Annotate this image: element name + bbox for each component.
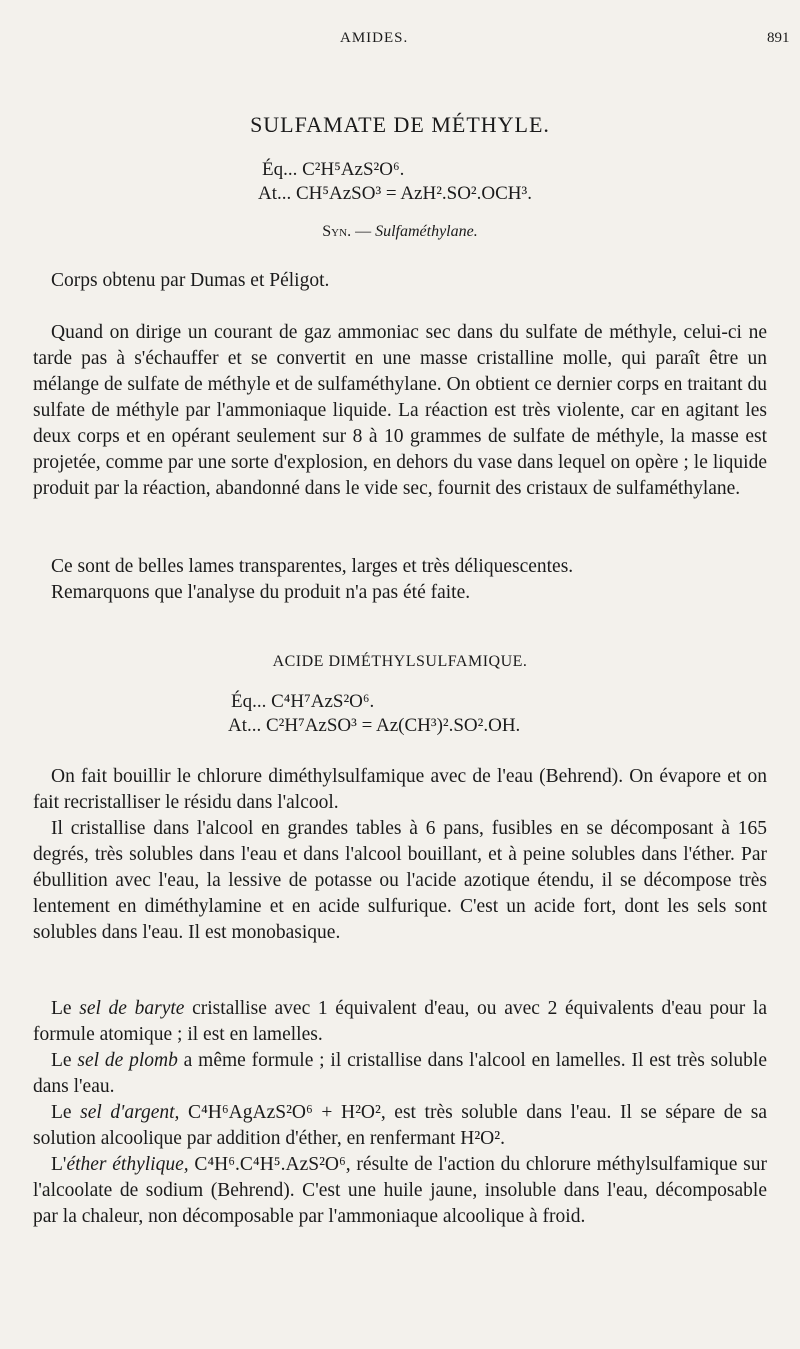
paragraph-sel-baryte — [33, 996, 767, 1048]
paragraph-properties: Ce sont de belles lames transparentes, larges et très déliquescentes. — [51, 556, 574, 577]
text-run: Le — [51, 998, 80, 1019]
formula-eq-label: Éq... — [231, 691, 267, 712]
formula-at-label: At... — [258, 183, 292, 204]
formula-eq-label: Éq... — [262, 159, 298, 180]
paragraph-remark: Remarquons que l'analyse du produit n'a pas été faite. — [51, 582, 471, 603]
formula-eq-value: C⁴H⁷AzS²O⁶. — [271, 691, 375, 712]
synonym-dash: — — [355, 223, 372, 240]
text-run: cristallise avec 1 équivalent d'eau, ou avec 2 équivalents d'eau pour la formule atomique ; il est en lamelles. — [33, 998, 767, 1045]
paragraph-sel-argent — [33, 1100, 767, 1152]
text-run: Le — [51, 1102, 81, 1123]
text-run: C⁴H⁶AgAzS²O⁶ + H²O², est très soluble dans l'eau. Il se sépare de sa solution alcoolique par addition d'éther, en renfermant H²O². — [33, 1102, 767, 1149]
paragraph-acide-properties: Il cristallise dans l'alcool en grandes tables à 6 pans, fusibles en se décomposant à 165 degrés, très solubles dans l'eau et dans l'alcool bouillant, et à peine solubles dans l'éther. Par ébullition avec l'eau, la lessive de potasse ou l'acide azotique étendu, il se décompose très lentement en diméthylamine et en acide sulfurique. C'est un acide fort, dont les sels sont solubles dans l'eau. Il est monobasique. — [33, 818, 767, 943]
synonym-label: Syn. — [322, 223, 352, 240]
formula-eq-sulfamate — [262, 157, 404, 183]
running-title: AMIDES. — [340, 30, 409, 46]
formula-eq-acide — [231, 689, 374, 715]
text-run: Le — [51, 1050, 78, 1071]
formula-at-label: At... — [228, 715, 262, 736]
formula-at-sulfamate — [258, 181, 532, 207]
synonym-line — [0, 223, 800, 241]
text-run: L' — [51, 1154, 67, 1175]
synonym-value: Sulfaméthylane. — [375, 223, 478, 240]
paragraph-acide-preparation: On fait bouillir le chlorure diméthylsulfamique avec de l'eau (Behrend). On évapore et on fait recristalliser le résidu dans l'alcool. — [33, 766, 767, 813]
formula-at-acide — [228, 713, 520, 739]
paragraph-sel-plomb — [33, 1048, 767, 1100]
text-run: C⁴H⁶.C⁴H⁵.AzS²O⁶, résulte de l'action du chlorure méthylsulfamique sur l'alcoolate de sodium (Behrend). C'est une huile jaune, insoluble dans l'eau, décomposable par la chaleur, non décomposable par l'ammoniaque alcoolique à froid. — [33, 1154, 767, 1227]
term-ether-ethylique: éther éthylique, — [66, 1154, 189, 1175]
paragraph-ether-ethylique — [33, 1152, 767, 1230]
term-sel-de-baryte: sel de baryte — [79, 998, 185, 1019]
term-sel-d-argent: sel d'argent, — [80, 1102, 180, 1123]
paragraph-preparation: Quand on dirige un courant de gaz ammoniac sec dans du sulfate de méthyle, celui-ci ne tarde pas à s'échauffer et se convertit en une masse cristalline molle, qui paraît être un mélange de sulfate de méthyle et de sulfaméthylane. On obtient ce dernier corps en traitant du sulfate de méthyle par l'ammoniaque liquide. La réaction est très violente, car en agitant les deux corps et en opérant seulement sur 8 à 10 grammes de sulfate de méthyle, la masse est projetée, comme par une sorte d'explosion, en dehors du vase dans lequel on opère ; le liquide produit par la réaction, abandonné dans le vide sec, fournit des cristaux de sulfaméthylane. — [33, 322, 767, 499]
term-sel-de-plomb: sel de plomb — [77, 1050, 178, 1071]
formula-at-value: CH⁵AzSO³ = AzH².SO².OCH³. — [296, 183, 532, 204]
text-run: a même formule ; il cristallise dans l'alcool en lamelles. Il est très soluble dans l'eau. — [33, 1050, 767, 1097]
page-number: 891 — [767, 30, 790, 46]
formula-at-value: C²H⁷AzSO³ = Az(CH³)².SO².OH. — [266, 715, 521, 736]
section-title-acide: ACIDE DIMÉTHYLSULFAMIQUE. — [272, 653, 528, 670]
section-title-sulfamate: SULFAMATE DE MÉTHYLE. — [250, 112, 550, 137]
paragraph-origin: Corps obtenu par Dumas et Péligot. — [51, 270, 330, 291]
formula-eq-value: C²H⁵AzS²O⁶. — [302, 159, 405, 180]
